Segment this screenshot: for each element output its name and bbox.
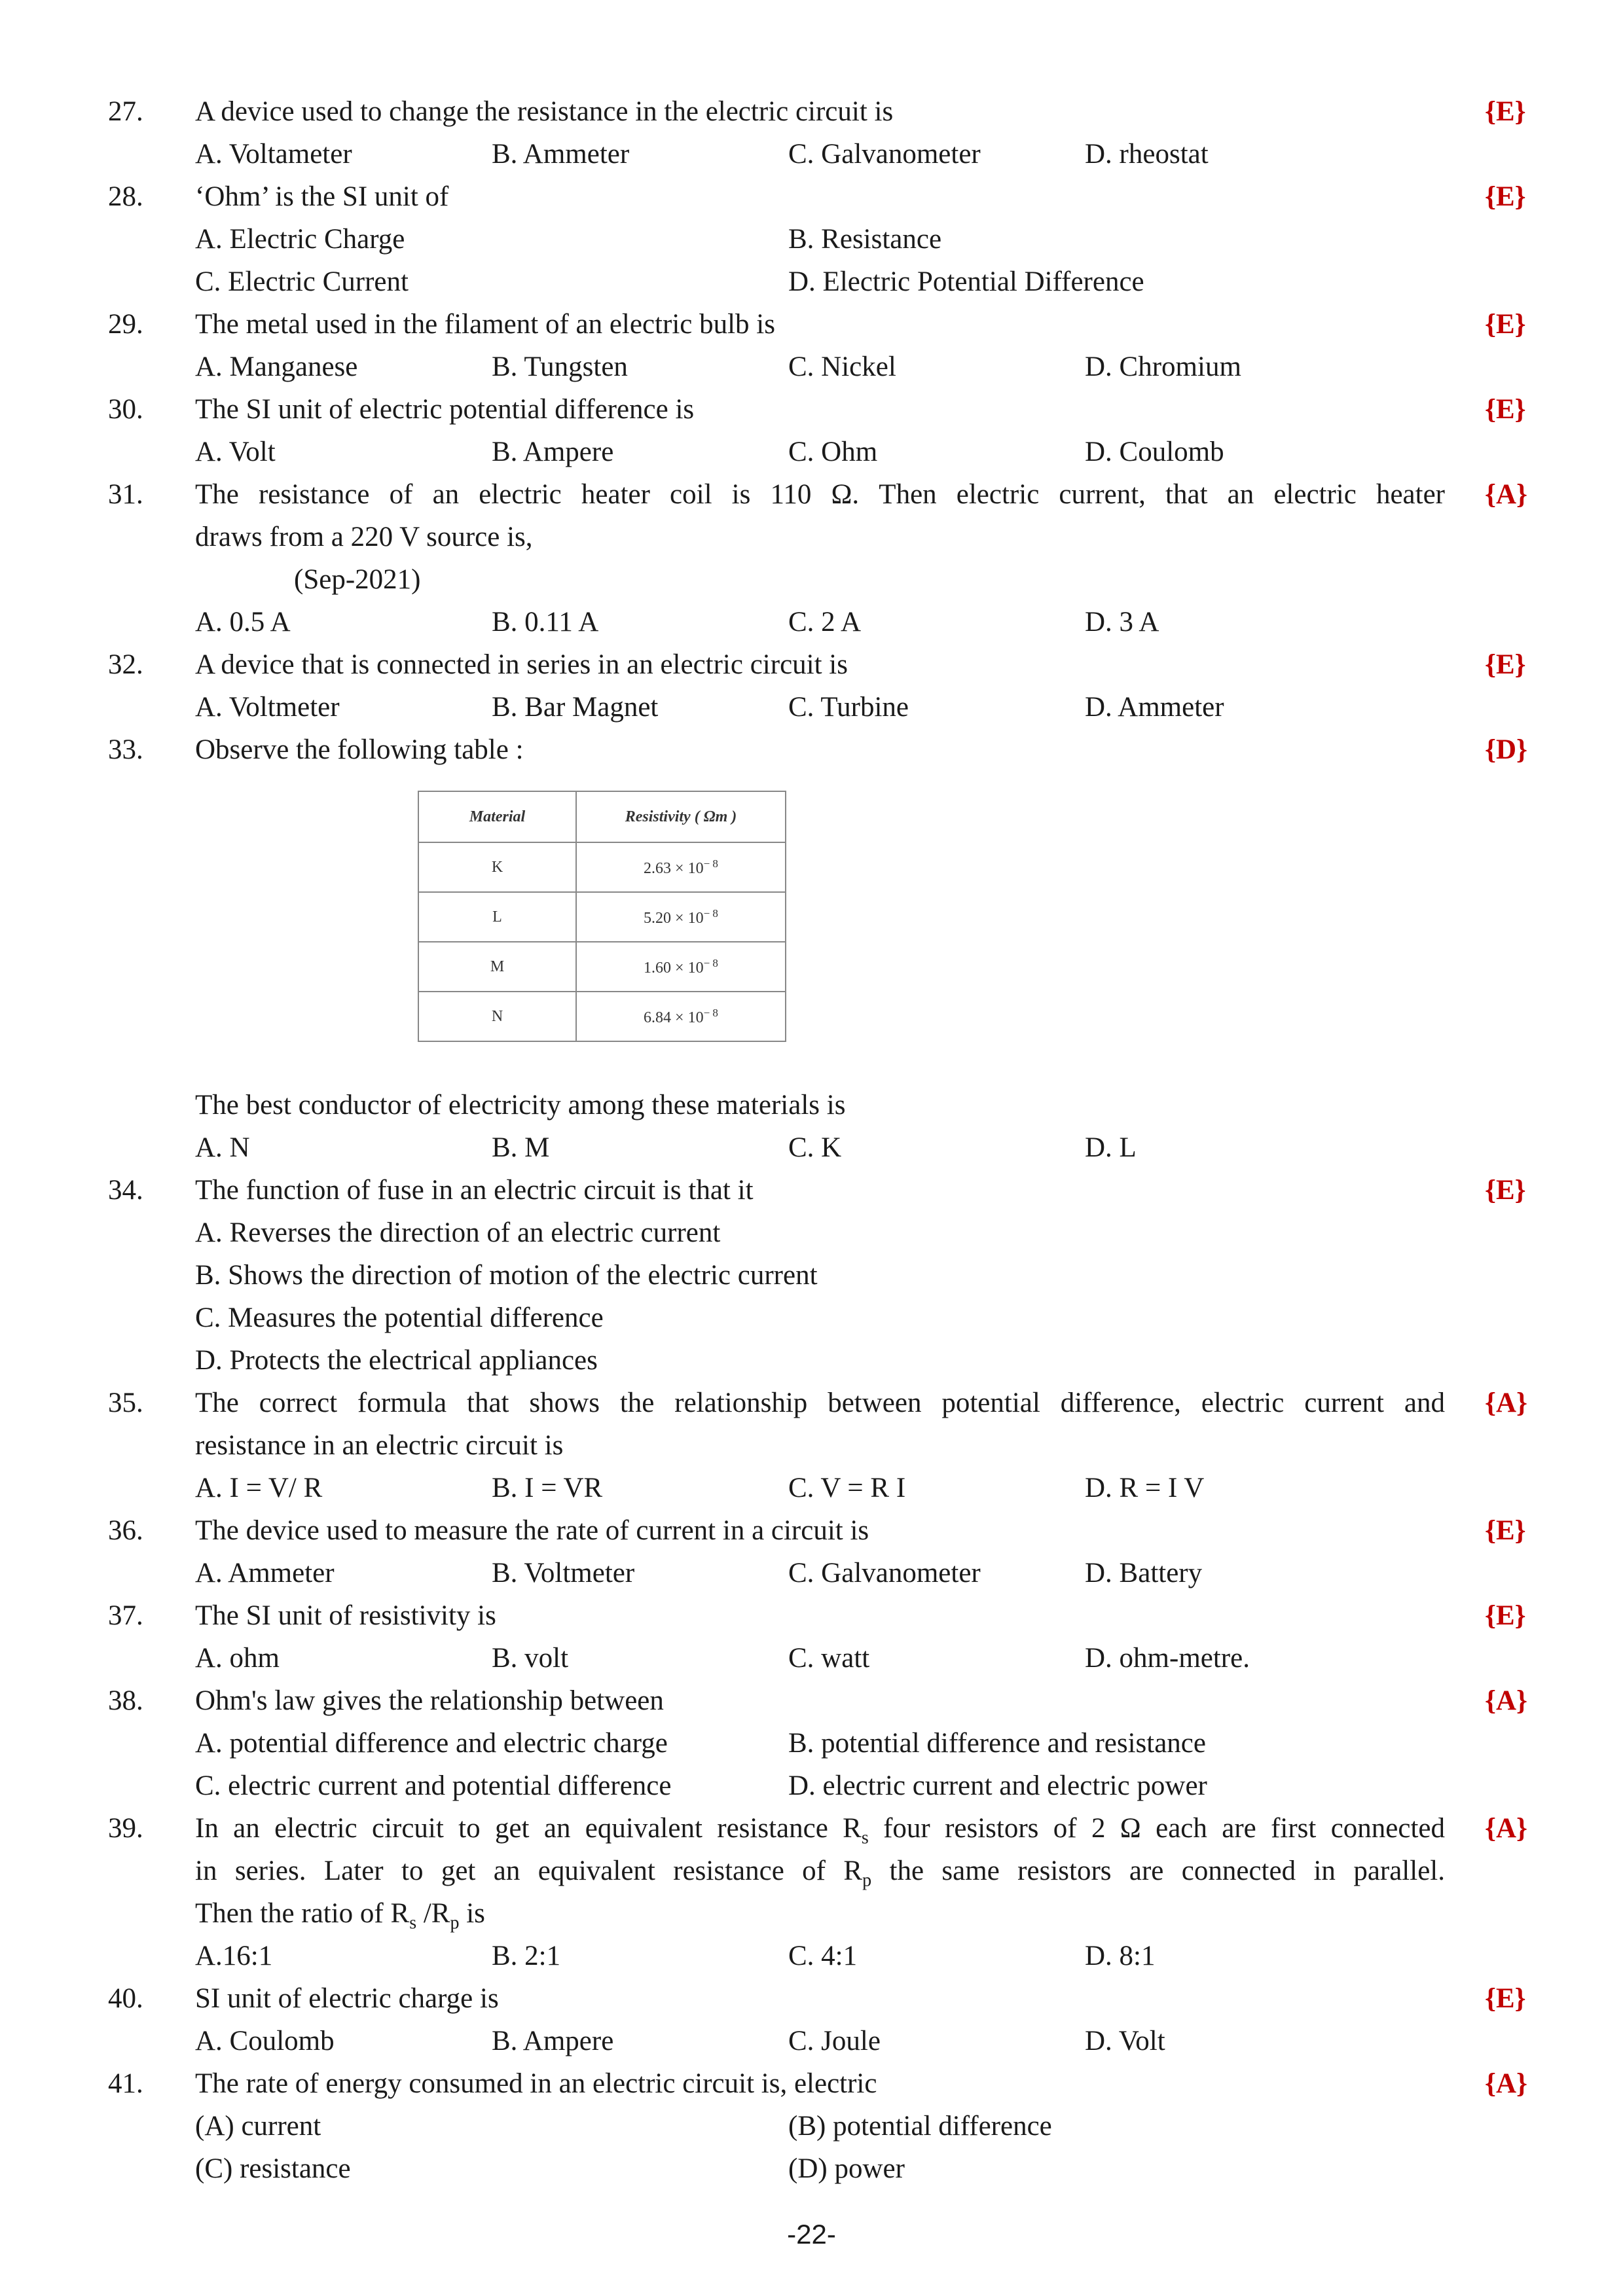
question-40 bbox=[0, 1977, 1623, 2020]
options-row bbox=[0, 346, 1623, 388]
options-row bbox=[0, 1722, 1623, 1765]
option-d: D. Electric Potential Difference bbox=[788, 266, 1144, 297]
option-d: D. R = I V bbox=[1085, 1473, 1205, 1503]
option-c: C. watt bbox=[788, 1643, 870, 1674]
question-37 bbox=[0, 1594, 1623, 1637]
options-row bbox=[0, 431, 1623, 473]
question-text-line bbox=[0, 516, 1623, 558]
question-number: 35. bbox=[108, 1388, 143, 1418]
page-number: -22- bbox=[787, 2219, 836, 2250]
option-b: B. Tungsten bbox=[492, 351, 628, 382]
option-d: (D) power bbox=[788, 2153, 905, 2184]
question-text-line bbox=[0, 1850, 1623, 1892]
option-c: C. 2 A bbox=[788, 607, 862, 637]
answer-key: {A} bbox=[1485, 1685, 1527, 1716]
question-text-continued: resistance in an electric circuit is bbox=[195, 1430, 564, 1461]
option-a: A. Ammeter bbox=[195, 1558, 335, 1588]
option-d: D. Chromium bbox=[1085, 351, 1241, 382]
question-31 bbox=[0, 473, 1623, 516]
option-a: A. ohm bbox=[195, 1643, 280, 1674]
options-row bbox=[0, 1935, 1623, 1977]
table-row bbox=[418, 992, 786, 1041]
question-text: A device used to change the resistance in the electric circuit is bbox=[195, 96, 894, 127]
question-33 bbox=[0, 728, 1623, 771]
question-38 bbox=[0, 1679, 1623, 1722]
option-d: D. rheostat bbox=[1085, 139, 1209, 170]
question-number: 37. bbox=[108, 1600, 143, 1631]
options-row bbox=[0, 1765, 1623, 1807]
subscript: s bbox=[409, 1912, 417, 1933]
option-a: A. 0.5 A bbox=[195, 607, 291, 637]
material-cell: K bbox=[418, 842, 576, 892]
options-row bbox=[0, 1339, 1623, 1382]
question-text: The rate of energy consumed in an electric circuit is, electric bbox=[195, 2068, 877, 2099]
table-header-material: Material bbox=[418, 791, 576, 842]
option-c: C. Turbine bbox=[788, 692, 909, 723]
options-row bbox=[0, 1297, 1623, 1339]
resistivity-value: 1.60 × 10 bbox=[644, 959, 704, 977]
question-text: The resistance of an electric heater coil is 110 Ω. Then electric current, that an electric heater bbox=[195, 479, 1445, 510]
option-a: A. N bbox=[195, 1132, 250, 1163]
question-27 bbox=[0, 90, 1623, 133]
resistivity-cell bbox=[576, 942, 786, 992]
option-b: B. Resistance bbox=[788, 224, 942, 255]
options-row bbox=[0, 1126, 1623, 1169]
option-b: B. M bbox=[492, 1132, 550, 1163]
option-d: D. Protects the electrical appliances bbox=[195, 1345, 598, 1376]
text-part: is bbox=[459, 1898, 485, 1929]
question-note-line bbox=[0, 558, 1623, 601]
question-text: The SI unit of electric potential difference is bbox=[195, 394, 695, 425]
options-row bbox=[0, 1552, 1623, 1594]
option-c: C. Electric Current bbox=[195, 266, 409, 297]
question-number: 30. bbox=[108, 394, 143, 425]
options-row bbox=[0, 686, 1623, 728]
option-a: A. Reverses the direction of an electric current bbox=[195, 1217, 721, 1248]
question-text: The function of fuse in an electric circuit is that it bbox=[195, 1175, 754, 1206]
options-row bbox=[0, 133, 1623, 175]
text-part: /R bbox=[416, 1898, 450, 1929]
question-text: The SI unit of resistivity is bbox=[195, 1600, 496, 1631]
text-part: Then the ratio of R bbox=[195, 1898, 410, 1929]
question-number: 28. bbox=[108, 181, 143, 212]
option-b: B. Voltmeter bbox=[492, 1558, 635, 1588]
question-35 bbox=[0, 1382, 1623, 1424]
option-d: D. ohm-metre. bbox=[1085, 1643, 1250, 1674]
option-d: D. Ammeter bbox=[1085, 692, 1224, 723]
answer-key: {A} bbox=[1485, 2068, 1527, 2099]
option-d: D. Battery bbox=[1085, 1558, 1203, 1588]
question-page bbox=[0, 90, 1623, 2190]
subscript: p bbox=[862, 1870, 872, 1891]
exam-date-note: (Sep-2021) bbox=[294, 564, 421, 595]
options-row bbox=[0, 601, 1623, 643]
question-41 bbox=[0, 2062, 1623, 2105]
options-row bbox=[0, 1211, 1623, 1254]
question-text-line bbox=[0, 1424, 1623, 1467]
question-29 bbox=[0, 303, 1623, 346]
options-row bbox=[0, 2105, 1623, 2147]
option-a: A. Electric Charge bbox=[195, 224, 405, 255]
answer-key: {E} bbox=[1485, 649, 1526, 680]
question-text: A device that is connected in series in an electric circuit is bbox=[195, 649, 848, 680]
answer-key: {E} bbox=[1485, 181, 1526, 212]
option-d: D. 3 A bbox=[1085, 607, 1159, 637]
subscript: s bbox=[861, 1827, 869, 1848]
question-text: ‘Ohm’ is the SI unit of bbox=[195, 181, 449, 212]
question-number: 31. bbox=[108, 479, 143, 510]
option-a: A. I = V/ R bbox=[195, 1473, 323, 1503]
question-text: The correct formula that shows the relationship between potential difference, electric current and bbox=[195, 1388, 1445, 1418]
option-c: C. Nickel bbox=[788, 351, 896, 382]
option-c: C. Galvanometer bbox=[788, 1558, 981, 1588]
option-a: (A) current bbox=[195, 2111, 321, 2142]
question-number: 29. bbox=[108, 309, 143, 340]
option-c: C. V = R I bbox=[788, 1473, 906, 1503]
question-number: 34. bbox=[108, 1175, 143, 1206]
table-row bbox=[418, 892, 786, 942]
option-b: B. Ammeter bbox=[492, 139, 630, 170]
resistivity-cell bbox=[576, 842, 786, 892]
question-28 bbox=[0, 175, 1623, 218]
option-a: A. Voltmeter bbox=[195, 692, 340, 723]
table-row bbox=[418, 842, 786, 892]
question-39 bbox=[0, 1807, 1623, 1850]
options-row bbox=[0, 1467, 1623, 1509]
options-row bbox=[0, 218, 1623, 260]
resistivity-table-container bbox=[0, 771, 1623, 1084]
options-row bbox=[0, 1254, 1623, 1297]
material-cell: L bbox=[418, 892, 576, 942]
option-c: C. electric current and potential difference bbox=[195, 1770, 672, 1801]
text-part: the same resistors are connected in parallel. bbox=[871, 1856, 1445, 1886]
question-30 bbox=[0, 388, 1623, 431]
question-text-continued: The best conductor of electricity among these materials is bbox=[195, 1090, 846, 1121]
answer-key: {A} bbox=[1485, 479, 1527, 510]
resistivity-table bbox=[418, 791, 786, 1042]
option-c: C. K bbox=[788, 1132, 842, 1163]
question-text-line bbox=[0, 1892, 1623, 1935]
text-part: In an electric circuit to get an equivalent resistance R bbox=[195, 1813, 862, 1844]
option-d: D. Coulomb bbox=[1085, 437, 1224, 467]
answer-key: {E} bbox=[1485, 1515, 1526, 1546]
question-text: Ohm's law gives the relationship between bbox=[195, 1685, 664, 1716]
text-part: in series. Later to get an equivalent resistance of R bbox=[195, 1856, 863, 1886]
question-34 bbox=[0, 1169, 1623, 1211]
option-c: C. Measures the potential difference bbox=[195, 1302, 604, 1333]
option-a: A. Manganese bbox=[195, 351, 358, 382]
question-number: 38. bbox=[108, 1685, 143, 1716]
exponent: − 8 bbox=[703, 857, 718, 870]
question-text: The device used to measure the rate of current in a circuit is bbox=[195, 1515, 869, 1546]
resistivity-cell bbox=[576, 992, 786, 1041]
option-b: B. 2:1 bbox=[492, 1941, 561, 1971]
option-b: B. potential difference and resistance bbox=[788, 1728, 1206, 1759]
option-a: A. Volt bbox=[195, 437, 276, 467]
question-number: 39. bbox=[108, 1813, 143, 1844]
question-number: 32. bbox=[108, 649, 143, 680]
table-header-resistivity: Resistivity ( Ωm ) bbox=[576, 791, 786, 842]
answer-key: {E} bbox=[1485, 1983, 1526, 2014]
answer-key: {E} bbox=[1485, 309, 1526, 340]
question-text: The metal used in the filament of an electric bulb is bbox=[195, 309, 775, 340]
question-text-continued: draws from a 220 V source is, bbox=[195, 522, 533, 552]
options-row bbox=[0, 1637, 1623, 1679]
option-c: C. 4:1 bbox=[788, 1941, 858, 1971]
question-text: Observe the following table : bbox=[195, 734, 524, 765]
option-b: B. Ampere bbox=[492, 437, 614, 467]
option-c: (C) resistance bbox=[195, 2153, 351, 2184]
option-d: D. electric current and electric power bbox=[788, 1770, 1207, 1801]
question-number: 40. bbox=[108, 1983, 143, 2014]
question-number: 36. bbox=[108, 1515, 143, 1546]
exponent: − 8 bbox=[703, 956, 718, 969]
option-c: C. Joule bbox=[788, 2026, 881, 2056]
option-c: C. Galvanometer bbox=[788, 139, 981, 170]
resistivity-value: 5.20 × 10 bbox=[644, 909, 704, 927]
option-b: B. Ampere bbox=[492, 2026, 614, 2056]
option-b: (B) potential difference bbox=[788, 2111, 1052, 2142]
option-a: A. Voltameter bbox=[195, 139, 352, 170]
option-b: B. volt bbox=[492, 1643, 569, 1674]
option-d: D. L bbox=[1085, 1132, 1137, 1163]
option-b: B. 0.11 A bbox=[492, 607, 599, 637]
question-number: 27. bbox=[108, 96, 143, 127]
resistivity-value: 6.84 × 10 bbox=[644, 1009, 704, 1026]
resistivity-cell bbox=[576, 892, 786, 942]
options-row bbox=[0, 260, 1623, 303]
answer-key: {A} bbox=[1485, 1813, 1527, 1844]
exponent: − 8 bbox=[703, 906, 718, 920]
option-a: A.16:1 bbox=[195, 1941, 273, 1971]
resistivity-value: 2.63 × 10 bbox=[644, 859, 704, 877]
option-d: D. 8:1 bbox=[1085, 1941, 1156, 1971]
answer-key: {E} bbox=[1485, 96, 1526, 127]
exponent: − 8 bbox=[703, 1006, 718, 1019]
answer-key: {D} bbox=[1485, 734, 1527, 765]
question-number: 41. bbox=[108, 2068, 143, 2099]
question-text-line bbox=[0, 1084, 1623, 1126]
subscript: p bbox=[450, 1912, 460, 1933]
answer-key: {E} bbox=[1485, 394, 1526, 425]
option-a: A. potential difference and electric charge bbox=[195, 1728, 668, 1759]
options-row bbox=[0, 2147, 1623, 2190]
answer-key: {E} bbox=[1485, 1175, 1526, 1206]
options-row bbox=[0, 2020, 1623, 2062]
option-c: C. Ohm bbox=[788, 437, 878, 467]
material-cell: N bbox=[418, 992, 576, 1041]
option-b: B. Bar Magnet bbox=[492, 692, 659, 723]
option-b: B. Shows the direction of motion of the electric current bbox=[195, 1260, 818, 1291]
question-number: 33. bbox=[108, 734, 143, 765]
option-a: A. Coulomb bbox=[195, 2026, 335, 2056]
option-b: B. I = VR bbox=[492, 1473, 603, 1503]
answer-key: {A} bbox=[1485, 1388, 1527, 1418]
answer-key: {E} bbox=[1485, 1600, 1526, 1631]
question-text: SI unit of electric charge is bbox=[195, 1983, 499, 2014]
question-36 bbox=[0, 1509, 1623, 1552]
option-d: D. Volt bbox=[1085, 2026, 1165, 2056]
text-part: four resistors of 2 Ω each are first connected bbox=[868, 1813, 1445, 1844]
material-cell: M bbox=[418, 942, 576, 992]
question-32 bbox=[0, 643, 1623, 686]
table-row bbox=[418, 942, 786, 992]
